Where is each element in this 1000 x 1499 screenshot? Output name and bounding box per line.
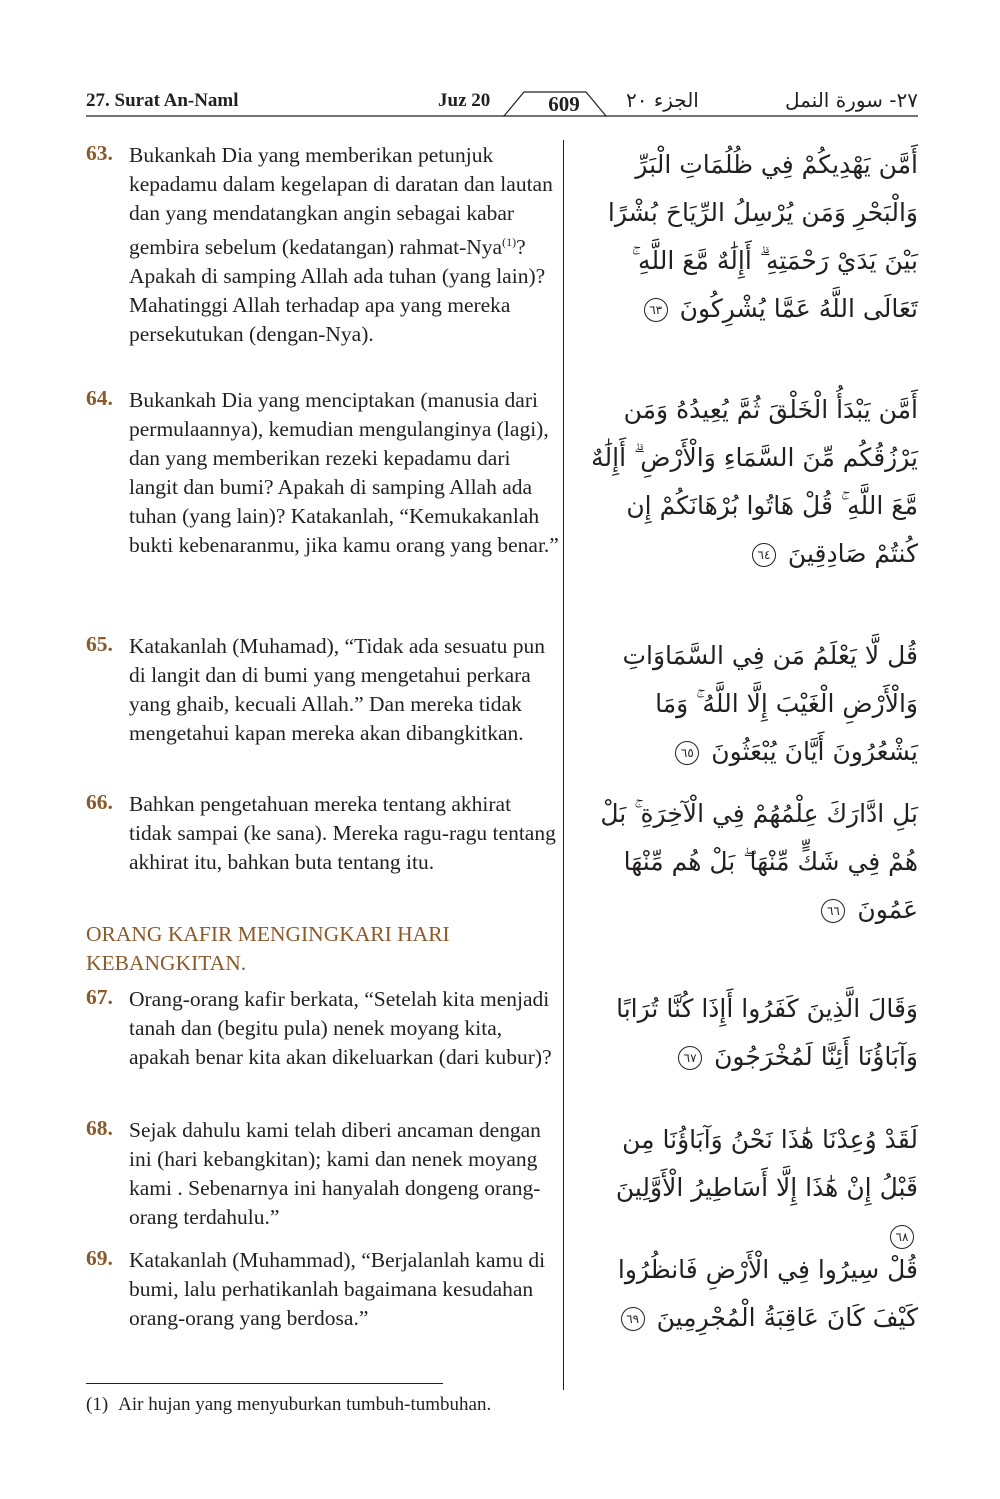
ayah-end-icon: ٦٤ (752, 543, 776, 567)
footnote-reference: (1) (502, 235, 517, 249)
verse-number: 63. (86, 141, 113, 165)
surah-title: 27. Surat An-Naml (86, 90, 239, 111)
ayah-end-icon: ٦٥ (675, 741, 699, 765)
page-number: 609 (548, 92, 580, 116)
verse-number: 64. (86, 386, 113, 410)
verse-translation: Katakanlah (Muhammad), “Berjalanlah kamu di bumi, lalu perhatikanlah bagaimana kesudahan orang-orang yang berdosa.” (129, 1248, 546, 1330)
footnote (86, 1394, 491, 1416)
ayah-end-icon: ٦٣ (644, 298, 668, 322)
verse-arabic: قُلْ سِيرُوا فِي الْأَرْضِ فَانظُرُوا كَيْفَ كَانَ عَاقِبَةُ الْمُجْرِمِينَ ٦٩ (617, 1255, 918, 1332)
footnote-text: Air hujan yang menyuburkan tumbuh-tumbuhan. (118, 1394, 492, 1415)
verse-number: 66. (86, 790, 113, 814)
ayah-end-icon: ٦٧ (678, 1046, 702, 1070)
verse-number: 69. (86, 1246, 113, 1270)
verse-number: 65. (86, 632, 113, 656)
verse-translation: Katakanlah (Muhamad), “Tidak ada sesuatu pun di langit dan di bumi yang mengetahui perkara yang ghaib, kecuali Allah.” Dan mereka tidak mengetahui kapan mereka akan dibangkitkan. (129, 634, 545, 745)
juz-label-arabic: الجزء ٢٠ (626, 88, 699, 112)
verse-arabic: بَلِ ادَّارَكَ عِلْمُهُمْ فِي الْآخِرَةِ ۚ بَلْ هُمْ فِي شَكٍّ مِّنْهَا ۖ بَلْ هُم مِّنْهَا عَمُونَ ٦٦ (600, 799, 918, 924)
ayah-end-icon: ٦٦ (821, 899, 845, 923)
page-header (86, 84, 918, 124)
verse-arabic: لَقَدْ وُعِدْنَا هَٰذَا نَحْنُ وَآبَاؤُنَا مِن قَبْلُ إِنْ هَٰذَا إِلَّا أَسَاطِيرُ الْأَوَّلِينَ ٦٨ (586, 1116, 918, 1260)
verse-translation: Orang-orang kafir berkata, “Setelah kita menjadi tanah dan (begitu pula) nenek moyang kita, apakah benar kita akan dikeluarkan (dari kubur)? (129, 987, 552, 1069)
ayah-end-icon: ٦٨ (890, 1225, 914, 1249)
column-divider (563, 140, 564, 1390)
verse-translation: Bukankah Dia yang menciptakan (manusia dari permulaannya), kemudian mengulanginya (lagi), dan yang memberikan rezeki kepadamu dari langit dan bumi? Apakah di samping Allah ada tuhan (yang lain)? Katakanlah, “Kemukakanlah bukti kebenaranmu, jika kamu orang yang benar.” (129, 388, 559, 557)
verse-arabic: أَمَّن يَهْدِيكُمْ فِي ظُلُمَاتِ الْبَرِّ وَالْبَحْرِ وَمَن يُرْسِلُ الرِّيَاحَ بُشْرًا بَيْنَ يَدَيْ رَحْمَتِهِ ۗ أَإِلَٰهٌ مَّعَ اللَّهِ ۚ تَعَالَى اللَّهُ عَمَّا يُشْرِكُونَ ٦٣ (607, 150, 918, 323)
surah-title-arabic: ٢٧- سورة النمل (784, 88, 918, 112)
verse-translation: Bukankah Dia yang memberikan petunjuk kepadamu dalam kegelapan di daratan dan lautan dan yang mendatangkan angin sebagai kabar gembira sebelum (kedatangan) rahmat-Nya$^{(1)}$? Apakah di samping Allah ada tuhan (yang lain)? Mahatinggi Allah terhadap apa yang mereka persekutukan (dengan-Nya). (129, 143, 553, 347)
verse-arabic: أَمَّن يَبْدَأُ الْخَلْقَ ثُمَّ يُعِيدُهُ وَمَن يَرْزُقُكُم مِّنَ السَّمَاءِ وَالْأَرْضِ ۗ أَإِلَٰهٌ مَّعَ اللَّهِ ۚ قُلْ هَاتُوا بُرْهَانَكُمْ إِن كُنتُمْ صَادِقِينَ ٦٤ (591, 395, 918, 568)
ayah-end-icon: ٦٩ (621, 1307, 645, 1331)
juz-label: Juz 20 (438, 90, 491, 111)
footnote-marker: (1) (86, 1394, 109, 1415)
verse-arabic: قُل لَّا يَعْلَمُ مَن فِي السَّمَاوَاتِ وَالْأَرْضِ الْغَيْبَ إِلَّا اللَّهُ ۚ وَمَا يَشْعُرُونَ أَيَّانَ يُبْعَثُونَ ٦٥ (622, 641, 918, 766)
verse-number: 67. (86, 985, 113, 1009)
verse-translation: Sejak dahulu kami telah diberi ancaman dengan ini (hari kebangkitan); kami dan nenek moyang kami . Sebenarnya ini hanyalah dongeng orang-orang terdahulu.” (129, 1118, 541, 1229)
section-heading: ORANG KAFIR MENGINGKARI HARI KEBANGKITAN. (86, 922, 450, 975)
verse-arabic: وَقَالَ الَّذِينَ كَفَرُوا أَإِذَا كُنَّا تُرَابًا وَآبَاؤُنَا أَئِنَّا لَمُخْرَجُونَ ٦٧ (616, 994, 918, 1071)
footnote-rule (86, 1383, 443, 1384)
verse-translation: Bahkan pengetahuan mereka tentang akhirat tidak sampai (ke sana). Mereka ragu-ragu tentang akhirat itu, bahkan buta tentang itu. (129, 792, 556, 874)
verse-number: 68. (86, 1116, 113, 1140)
